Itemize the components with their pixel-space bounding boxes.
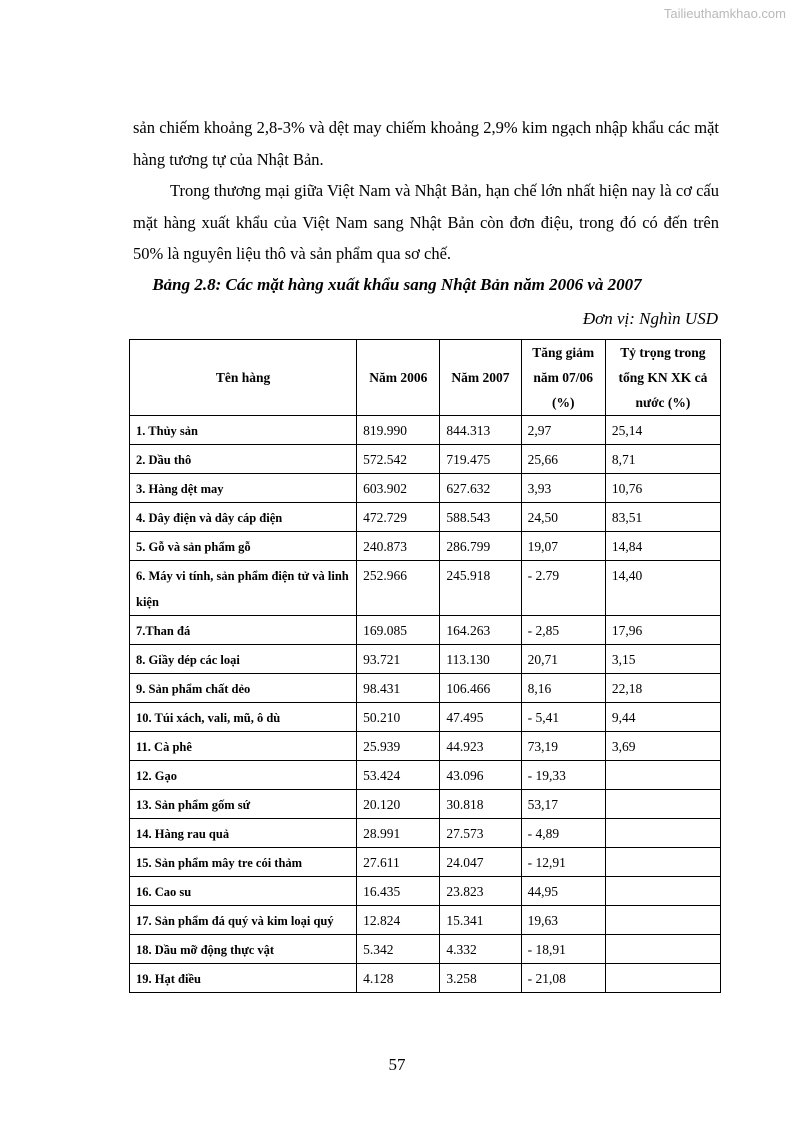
table-row	[130, 503, 721, 532]
cell-share: 10,76	[605, 474, 720, 503]
table-row	[130, 561, 721, 616]
cell-name: 5. Gỗ và sản phẩm gỗ	[130, 532, 357, 561]
cell-2007: 23.823	[440, 877, 521, 906]
cell-change: - 2.79	[521, 561, 605, 616]
cell-name: 3. Hàng dệt may	[130, 474, 357, 503]
cell-name: 18. Dầu mỡ động thực vật	[130, 935, 357, 964]
cell-2006: 25.939	[357, 732, 440, 761]
cell-share	[605, 761, 720, 790]
cell-2007: 164.263	[440, 616, 521, 645]
cell-name: 8. Giầy dép các loại	[130, 645, 357, 674]
header-share: Tỷ trọng trong tổng KN XK cả nước (%)	[605, 340, 720, 416]
cell-share: 25,14	[605, 416, 720, 445]
cell-2006: 98.431	[357, 674, 440, 703]
table-caption: Bảng 2.8: Các mặt hàng xuất khẩu sang Nhật Bản năm 2006 và 2007	[152, 275, 642, 294]
cell-name: 2. Dầu thô	[130, 445, 357, 474]
table-row	[130, 761, 721, 790]
cell-change: 2,97	[521, 416, 605, 445]
cell-2007: 113.130	[440, 645, 521, 674]
cell-share: 8,71	[605, 445, 720, 474]
cell-2006: 16.435	[357, 877, 440, 906]
cell-name: 9. Sản phẩm chất dẻo	[130, 674, 357, 703]
cell-name: 19. Hạt điều	[130, 964, 357, 993]
watermark: Tailieuthamkhao.com	[663, 6, 786, 21]
cell-2006: 819.990	[357, 416, 440, 445]
cell-change: 3,93	[521, 474, 605, 503]
export-table	[129, 339, 721, 993]
cell-share: 3,15	[605, 645, 720, 674]
cell-share	[605, 935, 720, 964]
cell-name: 17. Sản phẩm đá quý và kim loại quý	[130, 906, 357, 935]
cell-change: - 5,41	[521, 703, 605, 732]
cell-2006: 4.128	[357, 964, 440, 993]
cell-2007: 844.313	[440, 416, 521, 445]
paragraph-1: sản chiếm khoảng 2,8-3% và dệt may chiếm khoảng 2,9% kim ngạch nhập khẩu các mặt hàng tương tự của Nhật Bản.	[133, 118, 719, 169]
cell-change: - 18,91	[521, 935, 605, 964]
cell-2006: 12.824	[357, 906, 440, 935]
cell-change: 44,95	[521, 877, 605, 906]
cell-share: 22,18	[605, 674, 720, 703]
cell-share	[605, 877, 720, 906]
table-row	[130, 906, 721, 935]
cell-change: 19,63	[521, 906, 605, 935]
header-2006: Năm 2006	[357, 340, 440, 416]
cell-2007: 15.341	[440, 906, 521, 935]
cell-change: 20,71	[521, 645, 605, 674]
cell-share: 3,69	[605, 732, 720, 761]
cell-share: 17,96	[605, 616, 720, 645]
cell-change: 73,19	[521, 732, 605, 761]
cell-name: 12. Gạo	[130, 761, 357, 790]
table-body	[130, 416, 721, 993]
cell-change: 25,66	[521, 445, 605, 474]
cell-share: 14,40	[605, 561, 720, 616]
table-row	[130, 964, 721, 993]
cell-name: 14. Hàng rau quả	[130, 819, 357, 848]
cell-share	[605, 848, 720, 877]
cell-change: 53,17	[521, 790, 605, 819]
cell-name: 4. Dây điện và dây cáp điện	[130, 503, 357, 532]
table-row	[130, 848, 721, 877]
cell-2006: 20.120	[357, 790, 440, 819]
cell-share: 83,51	[605, 503, 720, 532]
table-row	[130, 645, 721, 674]
cell-name: 15. Sản phẩm mây tre cói thảm	[130, 848, 357, 877]
cell-2007: 30.818	[440, 790, 521, 819]
cell-2006: 5.342	[357, 935, 440, 964]
cell-2007: 106.466	[440, 674, 521, 703]
cell-2007: 245.918	[440, 561, 521, 616]
header-change: Tăng giảm năm 07/06 (%)	[521, 340, 605, 416]
cell-name: 11. Cà phê	[130, 732, 357, 761]
cell-share	[605, 790, 720, 819]
cell-2006: 252.966	[357, 561, 440, 616]
table-row	[130, 616, 721, 645]
table-row	[130, 416, 721, 445]
cell-name: 7.Than đá	[130, 616, 357, 645]
page-number: 57	[388, 1055, 406, 1074]
table-row	[130, 819, 721, 848]
cell-change: - 21,08	[521, 964, 605, 993]
cell-name: 6. Máy vi tính, sản phẩm điện tử và linh kiện	[130, 561, 357, 616]
cell-2006: 169.085	[357, 616, 440, 645]
cell-2006: 240.873	[357, 532, 440, 561]
table-header-row	[130, 340, 721, 416]
cell-change: - 12,91	[521, 848, 605, 877]
cell-2007: 588.543	[440, 503, 521, 532]
cell-share: 9,44	[605, 703, 720, 732]
cell-2007: 27.573	[440, 819, 521, 848]
cell-change: - 2,85	[521, 616, 605, 645]
cell-change: 24,50	[521, 503, 605, 532]
cell-2006: 28.991	[357, 819, 440, 848]
paragraph-2: Trong thương mại giữa Việt Nam và Nhật Bản, hạn chế lớn nhất hiện nay là cơ cấu mặt hàng xuất khẩu của Việt Nam sang Nhật Bản còn đơn điệu, trong đó có đến trên 50% là nguyên liệu thô và sản phẩm qua sơ chế.	[133, 181, 719, 263]
table-row	[130, 474, 721, 503]
cell-2007: 24.047	[440, 848, 521, 877]
cell-share	[605, 819, 720, 848]
cell-2007: 4.332	[440, 935, 521, 964]
cell-2006: 27.611	[357, 848, 440, 877]
table-row	[130, 532, 721, 561]
cell-2007: 47.495	[440, 703, 521, 732]
table-row	[130, 935, 721, 964]
cell-share	[605, 906, 720, 935]
cell-2006: 93.721	[357, 645, 440, 674]
cell-2007: 286.799	[440, 532, 521, 561]
table-row	[130, 674, 721, 703]
table-row	[130, 790, 721, 819]
cell-2007: 3.258	[440, 964, 521, 993]
cell-2006: 572.542	[357, 445, 440, 474]
header-2007: Năm 2007	[440, 340, 521, 416]
cell-change: - 4,89	[521, 819, 605, 848]
cell-2006: 53.424	[357, 761, 440, 790]
header-name: Tên hàng	[130, 340, 357, 416]
table-row	[130, 732, 721, 761]
cell-2007: 43.096	[440, 761, 521, 790]
cell-name: 13. Sản phẩm gốm sứ	[130, 790, 357, 819]
cell-share	[605, 964, 720, 993]
cell-share: 14,84	[605, 532, 720, 561]
cell-change: 8,16	[521, 674, 605, 703]
table-row	[130, 703, 721, 732]
cell-2006: 472.729	[357, 503, 440, 532]
cell-name: 10. Túi xách, vali, mũ, ô dù	[130, 703, 357, 732]
cell-2007: 44.923	[440, 732, 521, 761]
cell-change: 19,07	[521, 532, 605, 561]
cell-name: 1. Thủy sản	[130, 416, 357, 445]
cell-2006: 50.210	[357, 703, 440, 732]
table-row	[130, 877, 721, 906]
cell-2007: 719.475	[440, 445, 521, 474]
unit-label: Đơn vị: Nghìn USD	[582, 309, 718, 328]
cell-change: - 19,33	[521, 761, 605, 790]
cell-2006: 603.902	[357, 474, 440, 503]
cell-2007: 627.632	[440, 474, 521, 503]
cell-name: 16. Cao su	[130, 877, 357, 906]
table-row	[130, 445, 721, 474]
